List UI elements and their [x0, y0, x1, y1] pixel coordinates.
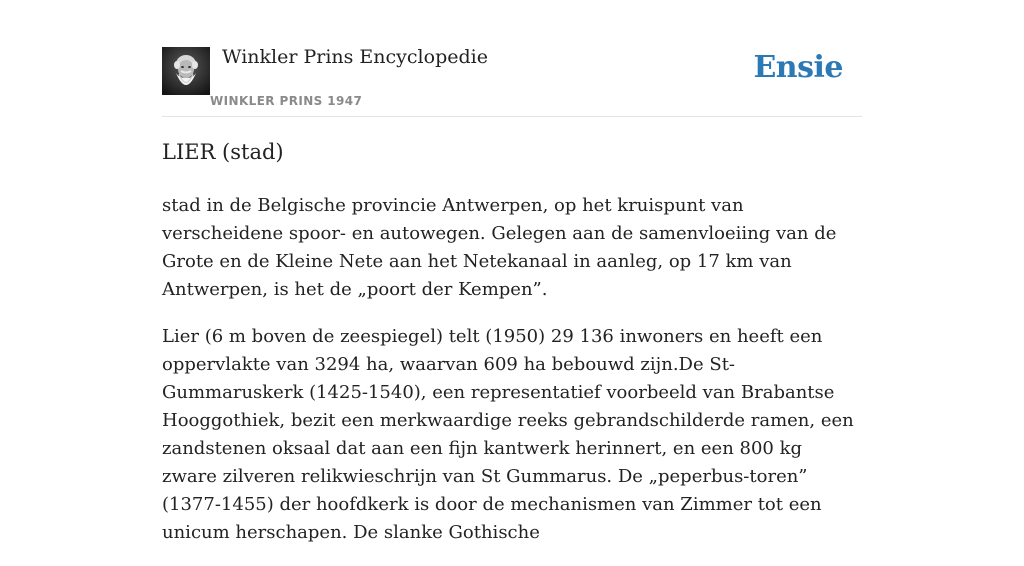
brand-logo-link[interactable]: Ensie	[753, 50, 843, 85]
article-paragraph: stad in de Belgische provincie Antwerpen, op het kruispunt van verscheidene spoor- en autowegen. Gelegen aan de samenvloeiing van de Grote en de Kleine Nete aan het Netekanaal in aanleg, op 17 km van Antwerpen, is het de „poort der Kempen”.	[162, 195, 837, 300]
article-body	[162, 192, 862, 566]
article-title: LIER (stad)	[162, 140, 284, 164]
header	[162, 0, 862, 117]
edition-label: WINKLER PRINS 1947	[210, 94, 363, 108]
bearded-man-portrait-icon	[162, 47, 210, 95]
avatar[interactable]	[162, 47, 210, 95]
content-container	[162, 0, 862, 543]
article-paragraph: Lier (6 m boven de zeespiegel) telt (1950) 29 136 inwoners en heeft een oppervlakte van 3294 ha, waarvan 609 ha bebouwd zijn.De St-Gummaruskerk (1425-1540), een representatief voorbeeld van Brabantse Hooggothiek, bezit een merkwaardige reeks gebrandschilderde ramen, een zandstenen oksaal dat aan een fijn kantwerk herinnert, en een 800 kg zware zilveren relikwieschrijn van St Gummarus. De „peperbus-toren” (1377-1455) der hoofdkerk is door de mechanismen van Zimmer tot een unicum herschapen. De slanke Gothische	[162, 326, 854, 543]
site-title-link[interactable]: Winkler Prins Encyclopedie	[222, 46, 488, 68]
